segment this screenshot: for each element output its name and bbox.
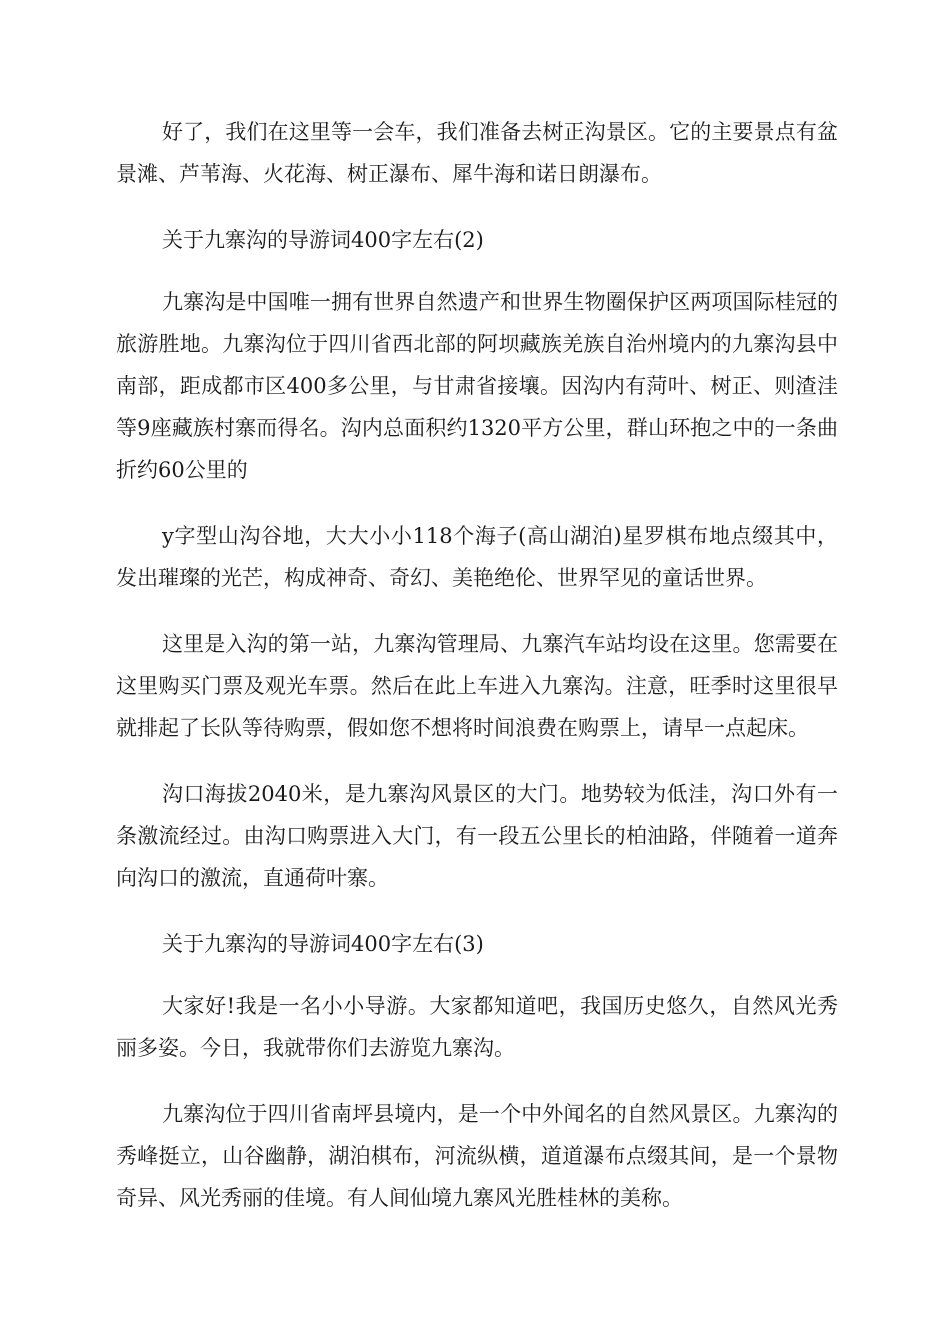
paragraph: 沟口海拔2040米，是九寨沟风景区的大门。地势较为低洼，沟口外有一条激流经过。由沟口购票进入大门，有一段五公里长的柏油路，伴随着一道奔向沟口的激流，直通荷叶寨。: [116, 782, 838, 890]
paragraph: 好了，我们在这里等一会车，我们准备去树正沟景区。它的主要景点有盆景滩、芦苇海、火花海、树正瀑布、犀牛海和诺日朗瀑布。: [116, 120, 838, 186]
paragraph: 九寨沟位于四川省南坪县境内，是一个中外闻名的自然风景区。九寨沟的秀峰挺立，山谷幽静，湖泊棋布，河流纵横，道道瀑布点缀其间，是一个景物奇异、风光秀丽的佳境。有人间仙境九寨风光胜桂林的美称。: [116, 1102, 838, 1210]
paragraph: 这里是入沟的第一站，九寨沟管理局、九寨汽车站均设在这里。您需要在这里购买门票及观光车票。然后在此上车进入九寨沟。注意，旺季时这里很早就排起了长队等待购票，假如您不想将时间浪费在购票上，请早一点起床。: [116, 632, 838, 740]
document-body: [116, 111, 838, 1243]
paragraph: y字型山沟谷地，大大小小118个海子(高山湖泊)星罗棋布地点缀其中，发出璀璨的光芒，构成神奇、奇幻、美艳绝伦、世界罕见的童话世界。: [116, 524, 838, 590]
paragraph: 大家好!我是一名小小导游。大家都知道吧，我国历史悠久，自然风光秀丽多姿。今日，我就带你们去游览九寨沟。: [116, 994, 838, 1060]
section-heading: 关于九寨沟的导游词400字左右(3): [162, 932, 484, 956]
paragraph: 九寨沟是中国唯一拥有世界自然遗产和世界生物圈保护区两项国际桂冠的旅游胜地。九寨沟位于四川省西北部的阿坝藏族羌族自治州境内的九寨沟县中南部，距成都市区400多公里，与甘肃省接壤。因沟内有菏叶、树正、则渣洼等9座藏族村寨而得名。沟内总面积约1320平方公里，群山环抱之中的一条曲折约60公里的: [116, 290, 838, 482]
section-heading: 关于九寨沟的导游词400字左右(2): [162, 228, 484, 252]
